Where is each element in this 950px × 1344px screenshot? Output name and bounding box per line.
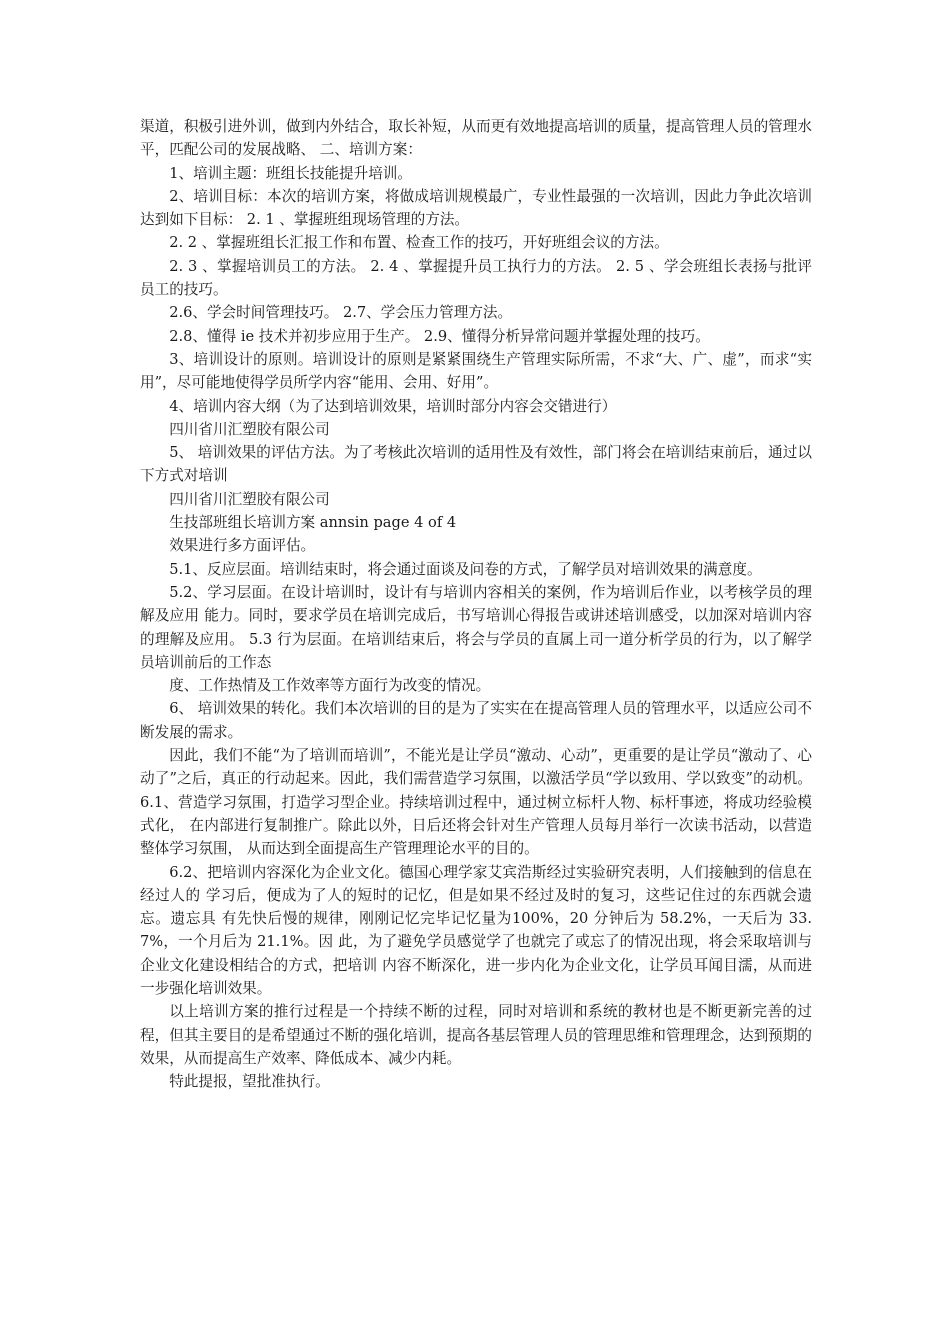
- paragraph-transformation: 6、 培训效果的转化。我们本次培训的目的是为了实实在在提高管理人员的管理水平，以适应公司不断发展的需求。: [140, 700, 812, 741]
- paragraph-goal-2-2: 2. 2 、掌握班组长汇报工作和布置、检查工作的技巧，开好班组会议的方法。: [169, 234, 669, 252]
- paragraph-conclusion: 以上培训方案的推行过程是一个持续不断的过程，同时对培训和系统的教材也是不断更新完善的过程，但其主要目的是希望通过不断的强化培训，提高各基层管理人员的管理思维和管理理念，达到预期的效果，从而提高生产效率、降低成本、减少内耗。: [140, 1003, 812, 1067]
- paragraph-evaluation-continue: 效果进行多方面评估。: [169, 537, 316, 555]
- paragraph-design-principle: 3、培训设计的原则。培训设计的原则是紧紧围绕生产管理实际所需，不求“大、广、虚”，而求“实用”，尽可能地使得学员所学内容“能用、会用、好用”。: [140, 350, 812, 392]
- paragraph-goal-2-6: 2.6、学会时间管理技巧。 2.7、学会压力管理方法。: [169, 304, 513, 322]
- paragraph-training-theme: 1、培训主题：班组长技能提升培训。: [169, 164, 412, 182]
- paragraph-closing: 特此提报，望批准执行。: [169, 1073, 330, 1091]
- paragraph-content-outline: 4、培训内容大纲（为了达到培训效果，培训时部分内容会交错进行）: [169, 397, 617, 415]
- paragraph-goal-2-3: 2. 3 、掌握培训员工的方法。 2. 4 、掌握提升员工执行力的方法。 2. 5 、学会班组长表扬与批评员工的技巧。: [140, 257, 812, 299]
- paragraph-goal-2-8: 2.8、懂得 ie 技术并初步应用于生产。 2.9、懂得分析异常问题并掌握处理的技巧。: [169, 327, 710, 345]
- page-footer-line: 生技部班组长培训方案 annsin page 4 of 4: [169, 514, 457, 532]
- paragraph-evaluation-method: 5、 培训效果的评估方法。为了考核此次培训的适用性及有效性，部门将会在培训结束前后，通过以下方式对培训: [140, 444, 812, 485]
- company-name-line: 四川省川汇塑胶有限公司: [169, 420, 330, 438]
- paragraph-training-goal: 2、培训目标：本次的培训方案，将做成培训规模最广，专业性最强的一次培训，因此力争此次培训达到如下目标： 2. 1 、掌握班组现场管理的方法。: [140, 187, 812, 229]
- paragraph-learning-atmosphere: 因此，我们不能“为了培训而培训”，不能光是让学员“激动、心动”，更重要的是让学员“激动了、心动了”之后，真正的行动起来。因此，我们需营造学习氛围，以激活学员“学以致用、学以致变”的动机。 6.1、营造学习氛围，打造学习型企业。持续培训过程中，通过树立标杆人物、标杆事迹，将成功经验模式化， 在内部进行复制推广。除此以外，日后还将会针对生产管理人员每月举行一次读书活动，以营造整体学习氛围， 从而达到全面提高生产管理理论水平的目的。: [140, 747, 812, 858]
- company-name-line: 四川省川汇塑胶有限公司: [169, 490, 330, 508]
- document-body: [140, 115, 812, 1093]
- paragraph-corporate-culture: 6.2、把培训内容深化为企业文化。德国心理学家艾宾浩斯经过实验研究表明，人们接触到的信息在经过人的 学习后，便成为了人的短时的记忆，但是如果不经过及时的复习，这些记住过的东西就会遗忘。遗忘具 有先快后慢的规律，刚刚记忆完毕记忆量为100%，20 分钟后为 58.2%，一天后为 33.7%，一个月后为 21.1%。因 此，为了避免学员感觉学了也就完了或忘了的情况出现，将会采取培训与企业文化建设相结合的方式，把培训 内容不断深化，进一步内化为企业文化，让学员耳闻目濡，从而进一步强化培训效果。: [140, 863, 812, 997]
- paragraph-behavior-continue: 度、工作热情及工作效率等方面行为改变的情况。: [169, 677, 491, 695]
- paragraph-intro: 渠道，积极引进外训，做到内外结合，取长补短，从而更有效地提高培训的质量，提高管理人员的管理水平，匹配公司的发展战略、 二、培训方案：: [140, 118, 812, 159]
- paragraph-reaction-level: 5.1、反应层面。培训结束时，将会通过面谈及问卷的方式，了解学员对培训效果的满意度。: [169, 560, 762, 578]
- paragraph-learning-level: 5.2、学习层面。在设计培训时，设计有与培训内容相关的案例，作为培训后作业，以考核学员的理解及应用 能力。同时，要求学员在培训完成后，书写培训心得报告或讲述培训感受，以加深对培训内容的理解及应用。 5.3 行为层面。在培训结束后，将会与学员的直属上司一道分析学员的行为，以了解学员培训前后的工作态: [140, 583, 812, 671]
